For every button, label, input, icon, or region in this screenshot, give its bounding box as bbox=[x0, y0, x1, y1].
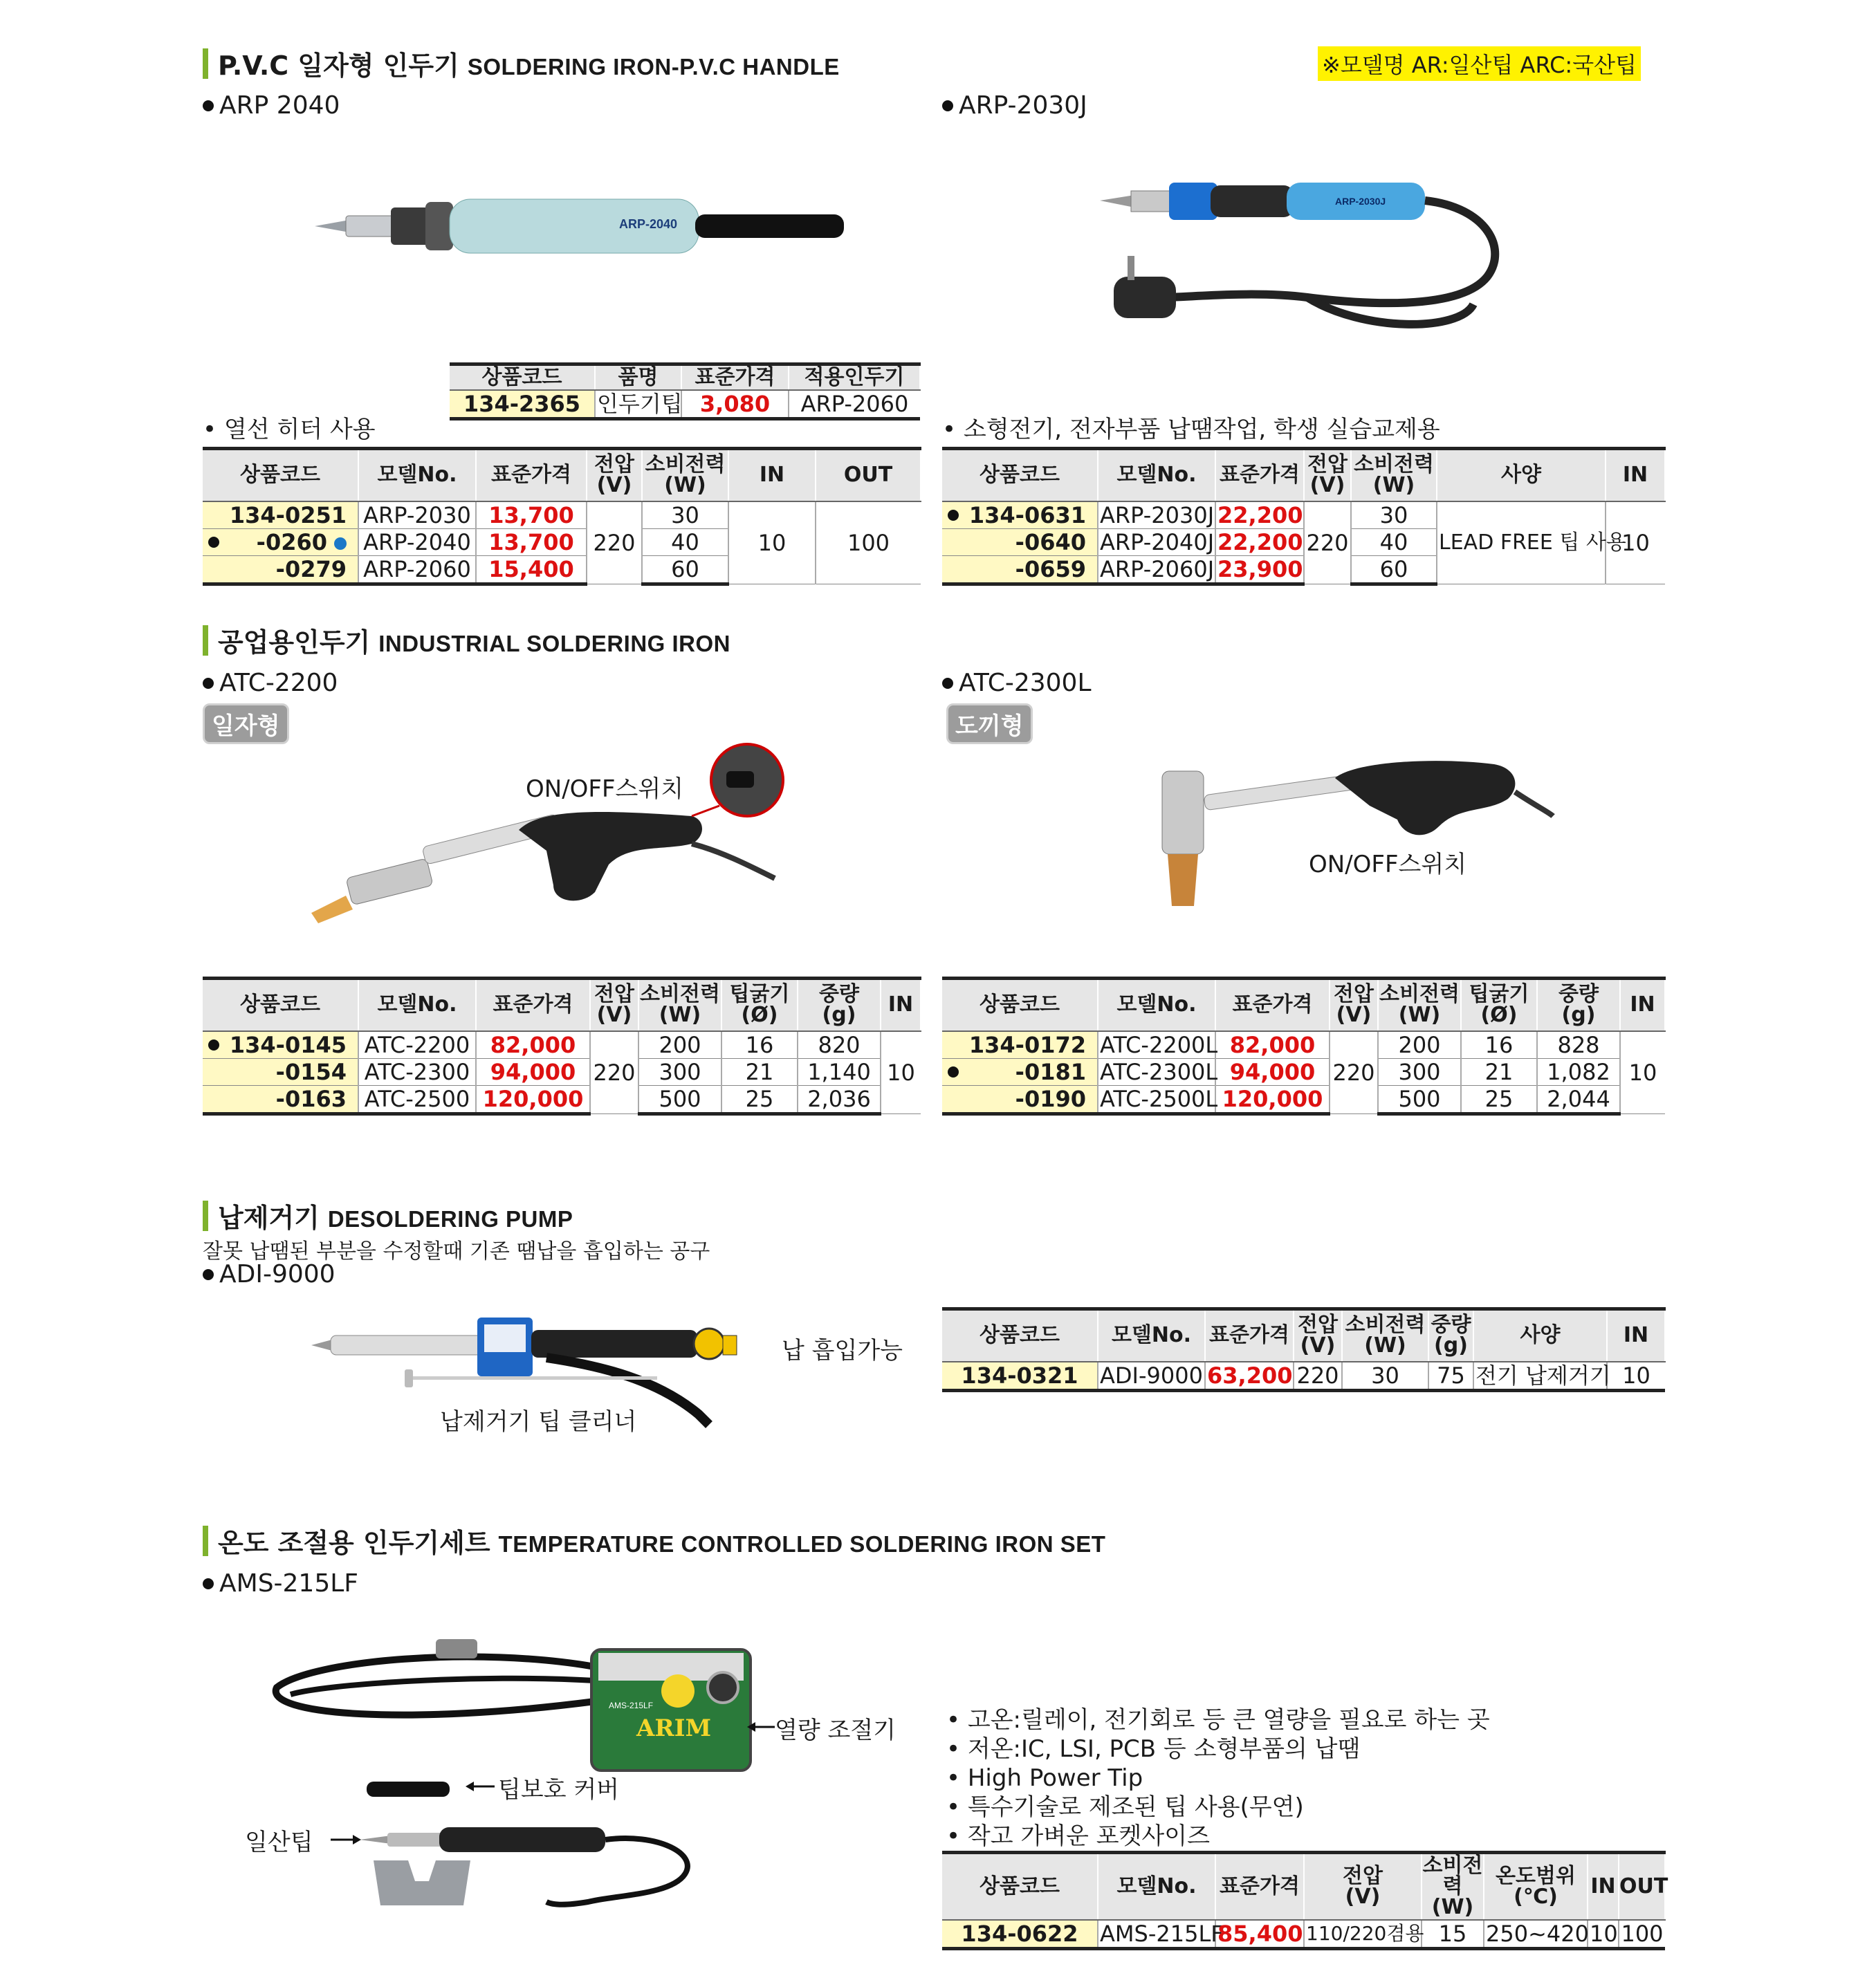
voltage: 220 bbox=[1294, 1362, 1342, 1391]
title-en: DESOLDERING PUMP bbox=[327, 1206, 573, 1232]
featured-dot-icon bbox=[948, 1066, 959, 1078]
in-qty: 10 bbox=[1607, 1362, 1665, 1391]
table-row bbox=[203, 1031, 921, 1059]
shape-badge: 일자형 bbox=[203, 703, 289, 744]
code-text: -0659 bbox=[1015, 555, 1086, 582]
temp-range: 250~420 bbox=[1484, 1920, 1588, 1949]
section-title-temperature bbox=[203, 1522, 1105, 1560]
table-header: 표준가격 bbox=[1205, 1309, 1294, 1362]
out-qty: 100 bbox=[1619, 1920, 1665, 1949]
feature-item: • High Power Tip bbox=[946, 1764, 1143, 1792]
applicable-iron: ARP-2060 bbox=[789, 390, 920, 419]
table-header: 모델No. bbox=[358, 979, 476, 1031]
featured-dot-icon bbox=[208, 537, 219, 548]
watt: 200 bbox=[638, 1031, 721, 1059]
table-header: 모델No. bbox=[1098, 979, 1215, 1031]
weight: 2,044 bbox=[1537, 1085, 1620, 1113]
suction-caption: 납 흡입가능 bbox=[782, 1337, 903, 1365]
price: 82,000 bbox=[476, 1031, 590, 1059]
table-header: 모델No. bbox=[1098, 1309, 1205, 1362]
table-header: 중량 (g) bbox=[798, 979, 881, 1031]
table-header: 상품코드 bbox=[942, 1853, 1098, 1921]
model-no: ARP-2030J bbox=[1098, 501, 1215, 529]
feature-list bbox=[946, 1706, 1490, 1851]
bullet-icon bbox=[942, 100, 953, 111]
spec-table-left bbox=[203, 447, 921, 586]
switch-caption: ON/OFF스위치 bbox=[1309, 851, 1467, 878]
table-header: 모델No. bbox=[1098, 449, 1215, 501]
code-text: -0181 bbox=[1015, 1058, 1086, 1085]
arrow-left-icon bbox=[466, 1780, 496, 1793]
product-code: 134-2365 bbox=[450, 390, 595, 419]
table-header: 중량 (g) bbox=[1537, 979, 1620, 1031]
watt: 15 bbox=[1422, 1920, 1484, 1949]
bullet-icon bbox=[942, 678, 953, 689]
model-no: ATC-2300 bbox=[358, 1058, 476, 1085]
product-code bbox=[942, 501, 1098, 529]
out-qty: 100 bbox=[816, 501, 921, 584]
code-text: -0640 bbox=[1015, 528, 1086, 555]
table-header: 상품코드 bbox=[942, 979, 1098, 1031]
product-code: 134-0321 bbox=[942, 1362, 1098, 1391]
table-header: 중량 (g) bbox=[1428, 1309, 1473, 1362]
code-text: -0163 bbox=[275, 1085, 347, 1112]
table-header-row bbox=[942, 449, 1665, 501]
in-qty: 10 bbox=[1606, 501, 1665, 584]
switch-caption: ON/OFF스위치 bbox=[526, 775, 684, 803]
product-code bbox=[203, 528, 358, 555]
weight: 828 bbox=[1537, 1031, 1620, 1059]
title-en: TEMPERATURE CONTROLLED SOLDERING IRON SET bbox=[498, 1531, 1106, 1557]
price: 13,700 bbox=[476, 501, 587, 529]
watt: 30 bbox=[642, 501, 728, 529]
spec-table-right bbox=[942, 447, 1666, 586]
table-row bbox=[942, 1058, 1665, 1085]
table-header: 전압 (V) bbox=[590, 979, 638, 1031]
table-header: 모델No. bbox=[1098, 1853, 1215, 1921]
table-header-row bbox=[942, 1309, 1665, 1362]
price: 120,000 bbox=[476, 1085, 590, 1113]
table-row bbox=[203, 1058, 921, 1085]
title-en: SOLDERING IRON-P.V.C HANDLE bbox=[467, 54, 840, 80]
code-text: 134-0631 bbox=[968, 501, 1086, 528]
model-no: ATC-2200 bbox=[358, 1031, 476, 1059]
price: 120,000 bbox=[1215, 1085, 1330, 1113]
table-header: 표준가격 bbox=[1215, 1853, 1304, 1921]
model-no: ATC-2500 bbox=[358, 1085, 476, 1113]
code-text: -0279 bbox=[275, 555, 347, 582]
tip-cover-caption: 팁보호 커버 bbox=[498, 1776, 620, 1804]
tip-table bbox=[450, 362, 921, 420]
model-no: ATC-2300L bbox=[1098, 1058, 1215, 1085]
atc2300l-iron-image bbox=[1148, 750, 1556, 930]
watt: 200 bbox=[1378, 1031, 1461, 1059]
title-ko: 온도 조절용 인두기세트 bbox=[218, 1528, 490, 1558]
table-header: 품명 bbox=[595, 364, 681, 391]
cleaner-caption: 납제거기 팁 클리너 bbox=[440, 1408, 637, 1436]
table-header: 전압 (V) bbox=[1304, 449, 1351, 501]
product-code bbox=[942, 528, 1098, 555]
feature-item: • 특수기술로 제조된 팁 사용(무연) bbox=[946, 1793, 1304, 1821]
table-header: 온도범위 (℃) bbox=[1484, 1853, 1588, 1921]
table-header: 상품코드 bbox=[450, 364, 595, 391]
model-name: ADI-9000 bbox=[219, 1260, 335, 1288]
title-bar bbox=[203, 625, 208, 656]
arrow-right-icon bbox=[331, 1833, 361, 1847]
bullet-icon bbox=[203, 1578, 214, 1589]
product-code bbox=[942, 1031, 1098, 1059]
bullet-icon bbox=[203, 678, 214, 689]
price: 23,900 bbox=[1215, 555, 1304, 584]
code-text: -0260 bbox=[256, 528, 327, 555]
model-legend: ※모델명 AR:일산팁 ARC:국산팁 bbox=[1318, 46, 1641, 81]
weight: 75 bbox=[1428, 1362, 1473, 1391]
box-brand: ARIM bbox=[636, 1714, 712, 1742]
title-ko: P.V.C 일자형 인두기 bbox=[218, 50, 459, 81]
table-header: 전압 (V) bbox=[587, 449, 642, 501]
title-bar bbox=[203, 48, 208, 79]
arp2040-iron-image bbox=[315, 187, 847, 263]
model-label bbox=[203, 91, 340, 120]
atc2200-iron-image bbox=[304, 740, 789, 927]
in-qty: 10 bbox=[881, 1031, 921, 1114]
model-label bbox=[203, 669, 338, 697]
code-text: -0190 bbox=[1015, 1085, 1086, 1112]
table-row bbox=[942, 1085, 1665, 1113]
table-header: 팁굵기 (Ø) bbox=[721, 979, 798, 1031]
model-name: ARP-2030J bbox=[959, 91, 1087, 120]
model-no: ADI-9000 bbox=[1098, 1362, 1205, 1391]
tip-size: 21 bbox=[1461, 1058, 1537, 1085]
table-header: 적용인두기 bbox=[789, 364, 920, 391]
table-header: 소비전력 (W) bbox=[642, 449, 728, 501]
table-header: 상품코드 bbox=[203, 449, 358, 501]
spec-table-desoldering bbox=[942, 1307, 1666, 1392]
model-label bbox=[203, 1260, 335, 1288]
title-ko: 납제거기 bbox=[218, 1203, 320, 1233]
product-code bbox=[203, 501, 358, 529]
tip-size: 21 bbox=[721, 1058, 798, 1085]
title-bar bbox=[203, 1526, 208, 1556]
table-header: 사양 bbox=[1437, 449, 1606, 501]
table-header: IN bbox=[1588, 1853, 1619, 1921]
section-title-desoldering bbox=[203, 1196, 573, 1235]
table-header: IN bbox=[1607, 1309, 1665, 1362]
voltage: 220 bbox=[587, 501, 642, 584]
product-code bbox=[942, 1085, 1098, 1113]
table-header: 소비전력 (W) bbox=[1342, 1309, 1428, 1362]
table-header: IN bbox=[728, 449, 816, 501]
spec-table-temperature bbox=[942, 1851, 1666, 1950]
table-row bbox=[450, 390, 920, 419]
heat-control-caption: 열량 조절기 bbox=[775, 1717, 896, 1744]
table-header: 표준가격 bbox=[1215, 449, 1304, 501]
table-header: 소비전력 (W) bbox=[638, 979, 721, 1031]
watt: 500 bbox=[1378, 1085, 1461, 1113]
model-no: ARP-2060 bbox=[358, 555, 476, 584]
model-name: AMS-215LF bbox=[219, 1569, 359, 1598]
price: 85,400 bbox=[1215, 1920, 1304, 1949]
model-no: ARP-2040 bbox=[358, 528, 476, 555]
table-row bbox=[203, 501, 921, 529]
model-no: ATC-2500L bbox=[1098, 1085, 1215, 1113]
iron-label: ARP-2040 bbox=[619, 217, 678, 231]
table-header: 상품코드 bbox=[942, 449, 1098, 501]
table-row bbox=[942, 1920, 1665, 1949]
table-row bbox=[942, 1362, 1665, 1391]
table-header-row bbox=[203, 979, 921, 1031]
shape-badge: 도끼형 bbox=[946, 703, 1033, 744]
tip-size: 25 bbox=[721, 1085, 798, 1113]
weight: 1,140 bbox=[798, 1058, 881, 1085]
table-header: 상품코드 bbox=[942, 1309, 1098, 1362]
voltage: 220 bbox=[590, 1031, 638, 1114]
price: 82,000 bbox=[1215, 1031, 1330, 1059]
watt: 300 bbox=[1378, 1058, 1461, 1085]
weight: 1,082 bbox=[1537, 1058, 1620, 1085]
feature-item: • 작고 가벼운 포켓사이즈 bbox=[946, 1822, 1210, 1850]
price: 94,000 bbox=[1215, 1058, 1330, 1085]
voltage: 220 bbox=[1330, 1031, 1378, 1114]
weight: 2,036 bbox=[798, 1085, 881, 1113]
code-text: -0154 bbox=[275, 1058, 347, 1085]
spec: LEAD FREE 팁 사용 bbox=[1437, 501, 1606, 584]
table-row bbox=[203, 1085, 921, 1113]
price: 15,400 bbox=[476, 555, 587, 584]
watt: 40 bbox=[1351, 528, 1437, 555]
section-title-pvc bbox=[203, 44, 840, 82]
tip-size: 16 bbox=[1461, 1031, 1537, 1059]
arp2030j-iron-image bbox=[1100, 166, 1508, 346]
tip-size: 25 bbox=[1461, 1085, 1537, 1113]
feature-note: • 소형전기, 전자부품 납땜작업, 학생 실습교제용 bbox=[942, 416, 1440, 443]
model-no: ARP-2030 bbox=[358, 501, 476, 529]
voltage: 110/220겸용 bbox=[1304, 1920, 1422, 1949]
table-header: 전압 (V) bbox=[1304, 1853, 1422, 1921]
price: 3,080 bbox=[681, 390, 789, 419]
product-code bbox=[942, 555, 1098, 584]
section-title-industrial bbox=[203, 621, 730, 659]
model-label bbox=[942, 91, 1087, 120]
price: 63,200 bbox=[1205, 1362, 1294, 1391]
product-code bbox=[203, 1058, 358, 1085]
featured-dot-icon bbox=[208, 1039, 219, 1051]
tip-size: 16 bbox=[721, 1031, 798, 1059]
model-no: ARP-2060J bbox=[1098, 555, 1215, 584]
code-text: 134-0172 bbox=[968, 1031, 1086, 1058]
title-ko: 공업용인두기 bbox=[218, 627, 371, 658]
code-text: 134-0251 bbox=[229, 501, 347, 528]
model-label bbox=[203, 1569, 358, 1598]
table-header-row bbox=[942, 979, 1665, 1031]
model-name: ATC-2200 bbox=[219, 669, 338, 697]
watt: 30 bbox=[1342, 1362, 1428, 1391]
table-header: 사양 bbox=[1473, 1309, 1607, 1362]
watt: 60 bbox=[1351, 555, 1437, 584]
table-header: 표준가격 bbox=[681, 364, 789, 391]
table-header: 표준가격 bbox=[476, 449, 587, 501]
feature-item: • 저온:IC, LSI, PCB 등 소형부품의 납땜 bbox=[946, 1735, 1361, 1763]
table-header: IN bbox=[1620, 979, 1665, 1031]
product-code: 134-0622 bbox=[942, 1920, 1098, 1949]
arrow-left-icon bbox=[747, 1720, 776, 1734]
product-code bbox=[203, 1085, 358, 1113]
box-label: AMS-215LF bbox=[609, 1701, 654, 1710]
spec: 전기 납제거기 bbox=[1473, 1362, 1607, 1391]
table-header: 팁굵기 (Ø) bbox=[1461, 979, 1537, 1031]
model-no: ARP-2040J bbox=[1098, 528, 1215, 555]
watt: 30 bbox=[1351, 501, 1437, 529]
price: 94,000 bbox=[476, 1058, 590, 1085]
watt: 60 bbox=[642, 555, 728, 584]
bullet-icon bbox=[203, 100, 214, 111]
product-code bbox=[203, 555, 358, 584]
product-code bbox=[203, 1031, 358, 1059]
table-header: OUT bbox=[816, 449, 921, 501]
iron-label: ARP-2030J bbox=[1335, 196, 1386, 207]
watt: 300 bbox=[638, 1058, 721, 1085]
model-name: ATC-2300L bbox=[959, 669, 1092, 697]
table-header-row bbox=[942, 1853, 1665, 1921]
feature-item: • 고온:릴레이, 전기회로 등 큰 열량을 필요로 하는 곳 bbox=[946, 1706, 1490, 1734]
title-en: INDUSTRIAL SOLDERING IRON bbox=[378, 631, 730, 656]
table-header: 전압 (V) bbox=[1330, 979, 1378, 1031]
product-name: 인두기팁 bbox=[595, 390, 681, 419]
blue-dot-icon bbox=[334, 537, 347, 550]
table-header: 모델No. bbox=[358, 449, 476, 501]
table-header: 소비전력 (W) bbox=[1378, 979, 1461, 1031]
spec-table-right bbox=[942, 977, 1666, 1116]
bullet-icon bbox=[203, 1269, 214, 1280]
weight: 820 bbox=[798, 1031, 881, 1059]
section-subtitle: 잘못 납땜된 부분을 수정할때 기존 땜납을 흡입하는 공구 bbox=[203, 1239, 710, 1264]
table-header: 소비전력 (W) bbox=[1351, 449, 1437, 501]
table-header: IN bbox=[1606, 449, 1665, 501]
table-header-row bbox=[203, 449, 921, 501]
price: 13,700 bbox=[476, 528, 587, 555]
price: 22,200 bbox=[1215, 501, 1304, 529]
table-header: 소비전력 (W) bbox=[1422, 1854, 1483, 1919]
model-no: ATC-2200L bbox=[1098, 1031, 1215, 1059]
model-name: ARP 2040 bbox=[219, 91, 340, 120]
spec-table-left bbox=[203, 977, 921, 1116]
table-header: 표준가격 bbox=[1215, 979, 1330, 1031]
tip-caption: 일산팁 bbox=[245, 1829, 313, 1856]
table-header: OUT bbox=[1619, 1853, 1665, 1921]
table-header: IN bbox=[881, 979, 921, 1031]
table-header: 표준가격 bbox=[476, 979, 590, 1031]
voltage: 220 bbox=[1304, 501, 1351, 584]
table-row bbox=[942, 501, 1665, 529]
table-header: 상품코드 bbox=[203, 979, 358, 1031]
title-bar bbox=[203, 1201, 208, 1231]
table-header: 전압 (V) bbox=[1294, 1309, 1342, 1362]
watt: 40 bbox=[642, 528, 728, 555]
watt: 500 bbox=[638, 1085, 721, 1113]
feature-note: • 열선 히터 사용 bbox=[203, 416, 376, 443]
table-row bbox=[942, 1031, 1665, 1059]
in-qty: 10 bbox=[728, 501, 816, 584]
in-qty: 10 bbox=[1588, 1920, 1619, 1949]
model-no: AMS-215LF bbox=[1098, 1920, 1215, 1949]
code-text: 134-0145 bbox=[229, 1031, 347, 1058]
model-label bbox=[942, 669, 1092, 697]
price: 22,200 bbox=[1215, 528, 1304, 555]
table-header-row bbox=[450, 364, 920, 391]
in-qty: 10 bbox=[1620, 1031, 1665, 1114]
featured-dot-icon bbox=[948, 510, 959, 521]
product-code bbox=[942, 1058, 1098, 1085]
